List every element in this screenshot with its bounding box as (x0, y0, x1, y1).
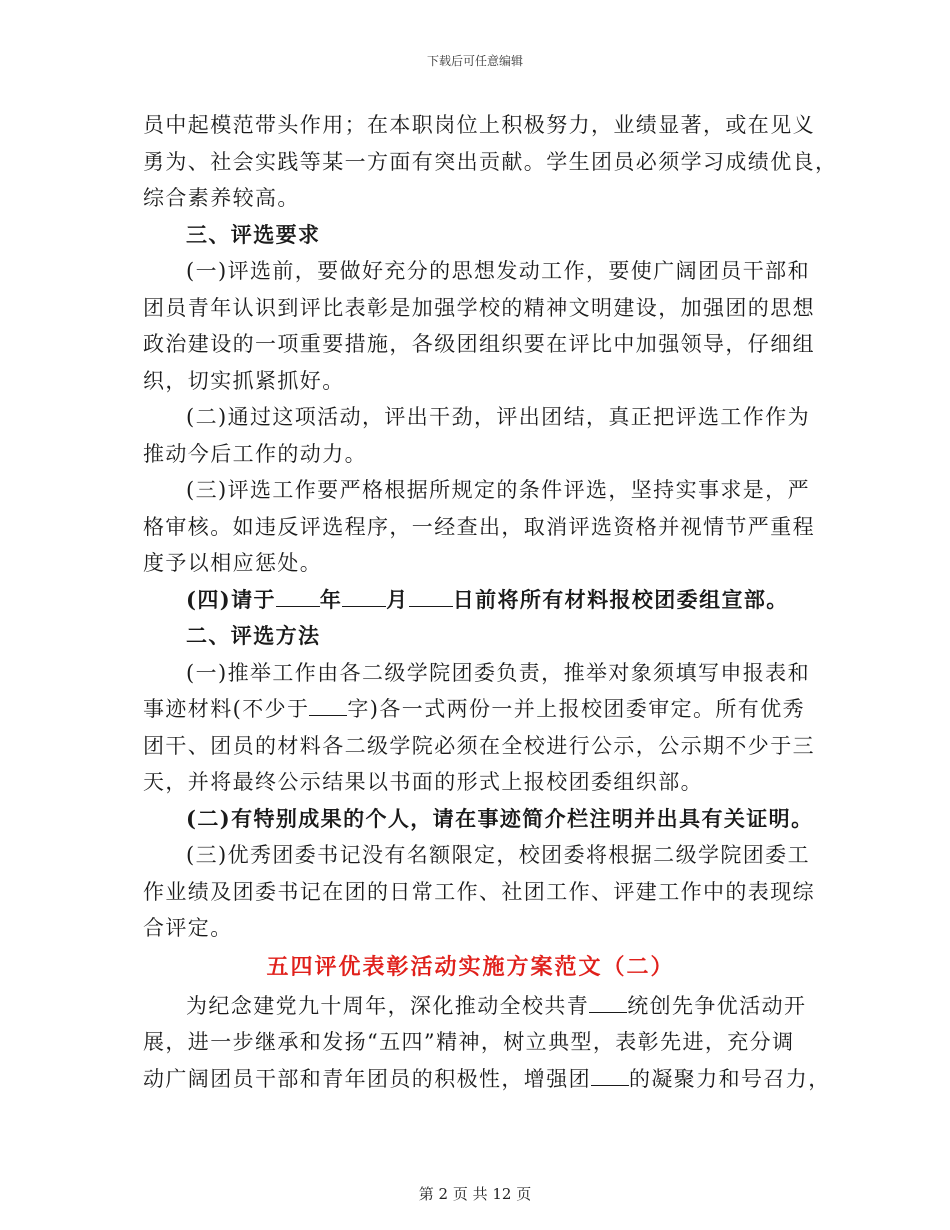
deadline-text: 日前将所有材料报校团委组宣部。 (452, 586, 789, 612)
paragraph-line: 推动今后工作的动力。 (143, 441, 367, 466)
paragraph-text: 动广阔团员干部和青年团员的积极性，增强团 (143, 1066, 591, 1091)
paragraph-line: (二)通过这项活动，评出干劲，评出团结，真正把评选工作作为 (186, 405, 810, 429)
page-footer: 第 2 页 共 12 页 (418, 1185, 532, 1203)
paragraph-line: 团员青年认识到评比表彰是加强学校的精神文明建设，加强团的思想 (143, 295, 815, 320)
paragraph-line: 展，进一步继承和发扬“五四”精神，树立典型，表彰先进，充分调 (143, 1030, 795, 1054)
section-heading-requirements: 三、评选要求 (186, 222, 321, 247)
paragraph-text: 的凝聚力和号召力， (629, 1066, 831, 1091)
paragraph-line: 员中起模范带头作用；在本职岗位上积极努力，业绩显著，或在见义 (143, 113, 815, 137)
fill-blank-wordcount (309, 695, 347, 716)
paragraph-text: 统创先争优活动开 (627, 993, 807, 1018)
deadline-line (143, 582, 798, 619)
fill-blank (591, 1065, 629, 1086)
paragraph-line: 度予以相应惩处。 (143, 551, 323, 575)
paragraph-line: 作业绩及团委书记在团的日常工作、社团工作、评建工作中的表现综 (143, 879, 815, 904)
paragraph-text: 字)各一式两份一并上报校团委审定。所有优秀 (347, 697, 805, 721)
section-heading-methods: 二、评选方法 (186, 624, 321, 648)
paragraph-line: (三)优秀团委书记没有名额限定，校团委将根据二级学院团委工 (186, 843, 810, 867)
paragraph-line (143, 1061, 831, 1098)
paragraph-line: 团干、团员的材料各二级学院必须在全校进行公示，公示期不少于三 (143, 733, 815, 758)
paragraph-line: 综合素养较高。 (143, 186, 300, 210)
page-header: 下载后可任意编辑 (426, 54, 523, 68)
paragraph-line: (三)评选工作要严格根据所规定的条件评选，坚持实事求是，严 (186, 478, 810, 502)
paragraph-text: 事迹材料(不少于 (143, 697, 310, 721)
deadline-text: 年 (319, 586, 343, 612)
paragraph-line (143, 988, 807, 1025)
paragraph-text: 为纪念建党九十周年，深化推动全校共青 (186, 993, 590, 1018)
fill-blank-day (409, 586, 453, 607)
paragraph-line: 政治建设的一项重要措施，各级团组织要在评比中加强领导，仔细组 (143, 332, 815, 356)
paragraph-line: 勇为、社会实践等某一方面有突出贡献。学生团员必须学习成绩优良， (143, 149, 838, 174)
fill-blank (589, 992, 627, 1013)
fill-blank-month (342, 586, 386, 607)
paragraph-line: 织，切实抓紧抓好。 (143, 368, 345, 393)
deadline-text: (四)请于 (186, 586, 276, 612)
paragraph-line: 天，并将最终公示结果以书面的形式上报校团委组织部。 (143, 770, 703, 794)
fill-blank-year (276, 586, 320, 607)
deadline-text: 月 (386, 586, 409, 612)
paragraph-line (143, 691, 805, 728)
paragraph-line: 格审核。如违反评选程序，一经查出，取消评选资格并视情节严重程 (143, 514, 815, 539)
document-body (143, 107, 838, 1097)
paragraph-line: 合评定。 (143, 916, 233, 940)
paragraph-line: (一)推举工作由各二级学院团委负责，推举对象须填写申报表和 (186, 660, 810, 685)
document-title: 五四评优表彰活动实施方案范文（二） (266, 954, 675, 980)
paragraph-line-bold: (二)有特别成果的个人，请在事迹简介栏注明并出具有关证明。 (186, 805, 814, 831)
paragraph-line: (一)评选前，要做好充分的思想发动工作，要使广阔团员干部和 (186, 259, 810, 283)
